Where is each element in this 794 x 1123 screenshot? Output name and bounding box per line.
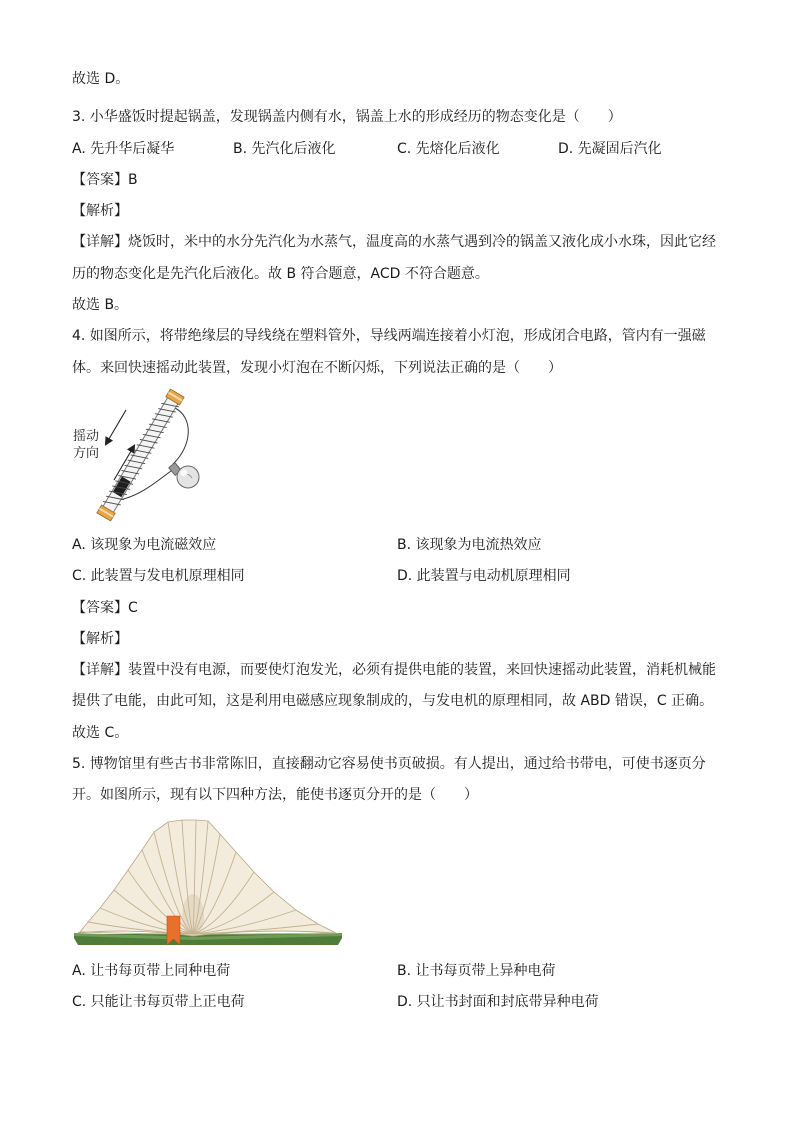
q5-option-a: A. 让书每页带上同种电荷 (72, 962, 231, 979)
q5-option-b: B. 让书每页带上异种电荷 (397, 962, 556, 979)
tube-body (103, 397, 179, 513)
q4-detail-line-2: 提供了电能，由此可知，这是利用电磁感应现象制成的，与发电机的原理相同，故 ABD 错误，C 正确。 (72, 693, 714, 710)
q3-option-c: C. 先熔化后液化 (397, 140, 500, 157)
q3-detail-line-1: 【详解】烧饭时，米中的水分先汽化为水蒸气，温度高的水蒸气遇到冷的锅盖又液化成小水珠，因此它经 (72, 234, 716, 251)
q3-option-d: D. 先凝固后汽化 (558, 140, 662, 157)
q3-answer: 【答案】B (72, 171, 138, 188)
shake-direction-label-line-2: 方向 (73, 445, 100, 461)
q3-conclusion: 故选 B。 (72, 297, 129, 314)
coil-tube-diagram (72, 384, 212, 530)
q4-answer: 【答案】C (72, 599, 138, 616)
q3-option-a: A. 先升华后凝华 (72, 140, 175, 157)
q5-options-row-1 (72, 956, 732, 987)
q5-options-row-2 (72, 987, 732, 1018)
q3-options (72, 134, 732, 165)
plastic-tube (96, 389, 184, 521)
light-bulb-icon (169, 463, 199, 488)
q5-stem-line-1: 5. 博物馆里有些古书非常陈旧，直接翻动它容易使书页破损。有人提出，通过给书带电，可使书逐页分 (72, 756, 706, 773)
q4-detail-line-1: 【详解】装置中没有电源，而要使灯泡发光，必须有提供电能的装置，来回快速摇动此装置，消耗机械能 (72, 662, 716, 679)
q4-option-d: D. 此装置与电动机原理相同 (397, 568, 571, 585)
q4-options-row-1 (72, 530, 732, 561)
exam-page (72, 64, 732, 1018)
q3-analysis-heading: 【解析】 (72, 203, 128, 220)
shake-direction-label-line-1: 摇动 (73, 428, 100, 444)
q4-option-a: A. 该现象为电流磁效应 (72, 536, 217, 553)
open-book-illustration (72, 812, 346, 956)
bulb-glass (177, 466, 199, 488)
q4-figure (72, 384, 732, 530)
wire-top (173, 408, 188, 464)
q4-options-row-2 (72, 561, 732, 592)
q4-option-c: C. 此装置与发电机原理相同 (72, 568, 245, 585)
arrow-down-icon (106, 410, 126, 444)
q3-detail-line-2: 历的物态变化是先汽化后液化。故 B 符合题意，ACD 不符合题意。 (72, 265, 489, 282)
q4-stem-line-1: 4. 如图所示，将带绝缘层的导线绕在塑料管外，导线两端连接着小灯泡，形成闭合电路，管内有一强磁 (72, 328, 706, 345)
q3-option-b: B. 先汽化后液化 (233, 140, 336, 157)
bulb-highlight (181, 469, 188, 476)
previous-question-conclusion: 故选 D。 (72, 71, 130, 87)
q5-option-c: C. 只能让书每页带上正电荷 (72, 993, 245, 1010)
q4-conclusion: 故选 C。 (72, 724, 129, 741)
q5-figure (72, 812, 732, 956)
q4-analysis-heading: 【解析】 (72, 630, 128, 647)
q4-option-b: B. 该现象为电流热效应 (397, 536, 542, 553)
q4-stem-line-2: 体。来回快速摇动此装置，发现小灯泡在不断闪烁，下列说法正确的是（ ） (72, 359, 562, 376)
q3-stem: 3. 小华盛饭时提起锅盖，发现锅盖内侧有水，锅盖上水的形成经历的物态变化是（ ） (72, 109, 622, 126)
q5-option-d: D. 只让书封面和封底带异种电荷 (397, 993, 599, 1010)
q5-stem-line-2: 开。如图所示，现有以下四种方法，能使书逐页分开的是（ ） (72, 787, 478, 804)
